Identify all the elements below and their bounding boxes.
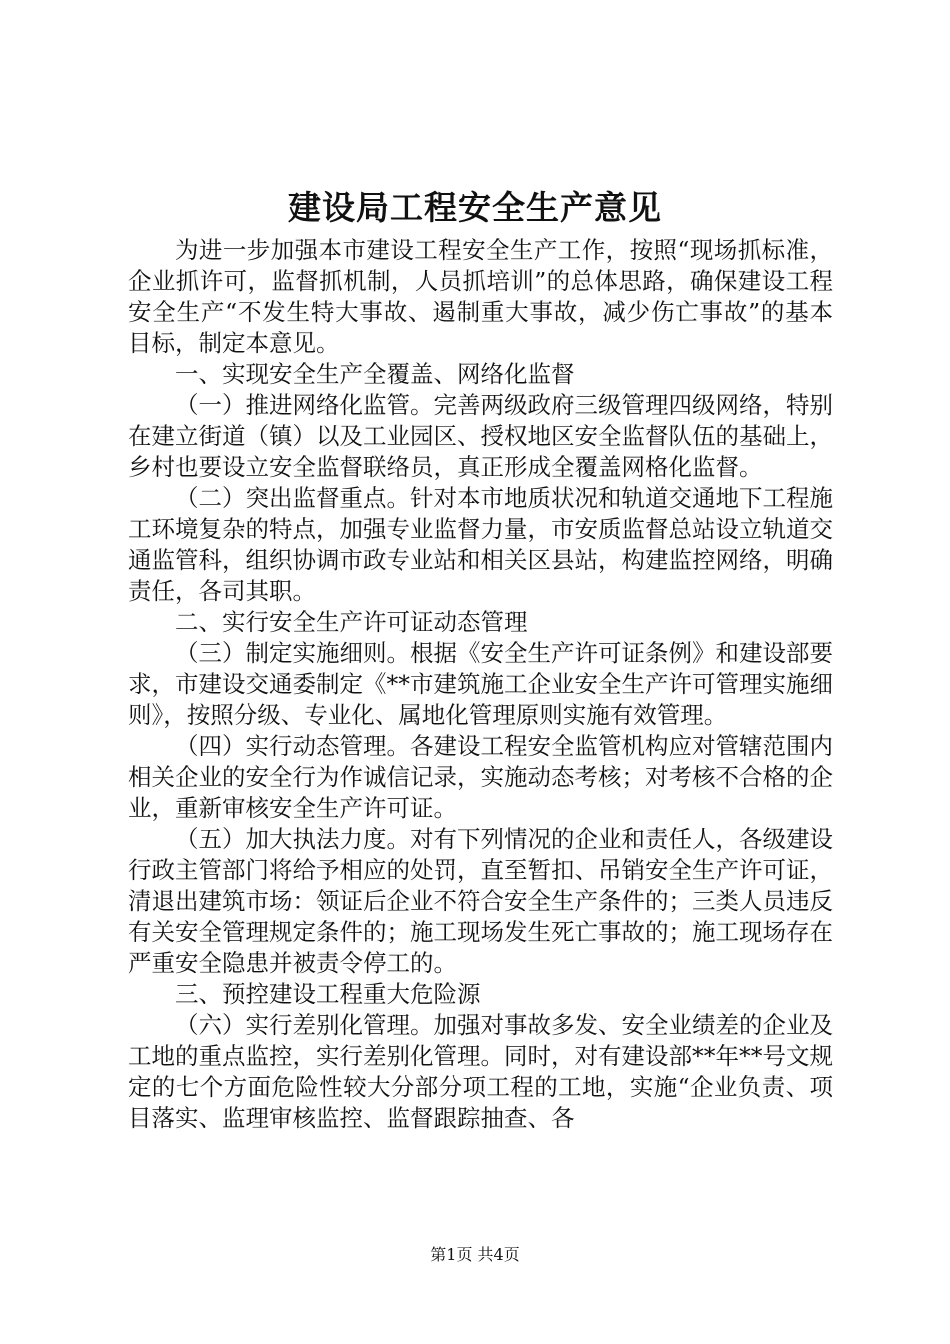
- document-body: [128, 235, 833, 1134]
- section-heading-3: 三、预控建设工程重大危险源: [175, 980, 481, 1008]
- document-title: 建设局工程安全生产意见: [288, 188, 662, 227]
- paragraph-item-5: （五）加大执法力度。对有下列情况的企业和责任人，各级建设行政主管部门将给予相应的处罚，直至暂扣、吊销安全生产许可证，清退出建筑市场：领证后企业不符合安全生产条件的；三类人员违反有关安全管理规定条件的；施工现场发生死亡事故的；施工现场存在严重安全隐患并被责令停工的。: [128, 825, 833, 977]
- paragraph-item-2: （二）突出监督重点。针对本市地质状况和轨道交通地下工程施工环境复杂的特点，加强专业监督力量，市安质监督总站设立轨道交通监管科，组织协调市政专业站和相关区县站，构建监控网络，明确责任，各司其职。: [128, 484, 833, 605]
- paragraph-item-4: （四）实行动态管理。各建设工程安全监管机构应对管辖范围内相关企业的安全行为作诚信记录，实施动态考核；对考核不合格的企业，重新审核安全生产许可证。: [128, 732, 833, 822]
- paragraph-item-3: （三）制定实施细则。根据《安全生产许可证条例》和建设部要求，市建设交通委制定《**市建筑施工企业安全生产许可管理实施细则》，按照分级、专业化、属地化管理原则实施有效管理。: [128, 639, 833, 729]
- section-heading-1: 一、实现安全生产全覆盖、网络化监督: [175, 360, 575, 388]
- paragraph-item-1: （一）推进网络化监管。完善两级政府三级管理四级网络，特别在建立街道（镇）以及工业园区、授权地区安全监督队伍的基础上，乡村也要设立安全监督联络员，真正形成全覆盖网格化监督。: [128, 391, 833, 481]
- section-heading-2: 二、实行安全生产许可证动态管理: [175, 608, 528, 636]
- paragraph-intro: 为进一步加强本市建设工程安全生产工作，按照“现场抓标准，企业抓许可，监督抓机制，人员抓培训”的总体思路，确保建设工程安全生产“不发生特大事故、遏制重大事故，减少伤亡事故”的基本目标，制定本意见。: [128, 236, 833, 357]
- paragraph-item-6: （六）实行差别化管理。加强对事故多发、安全业绩差的企业及工地的重点监控，实行差别化管理。同时，对有建设部**年**号文规定的七个方面危险性较大分部分项工程的工地，实施“企业负责、项目落实、监理审核监控、监督跟踪抽查、各: [128, 1011, 833, 1132]
- page-footer: 第1页 共4页: [430, 1245, 520, 1264]
